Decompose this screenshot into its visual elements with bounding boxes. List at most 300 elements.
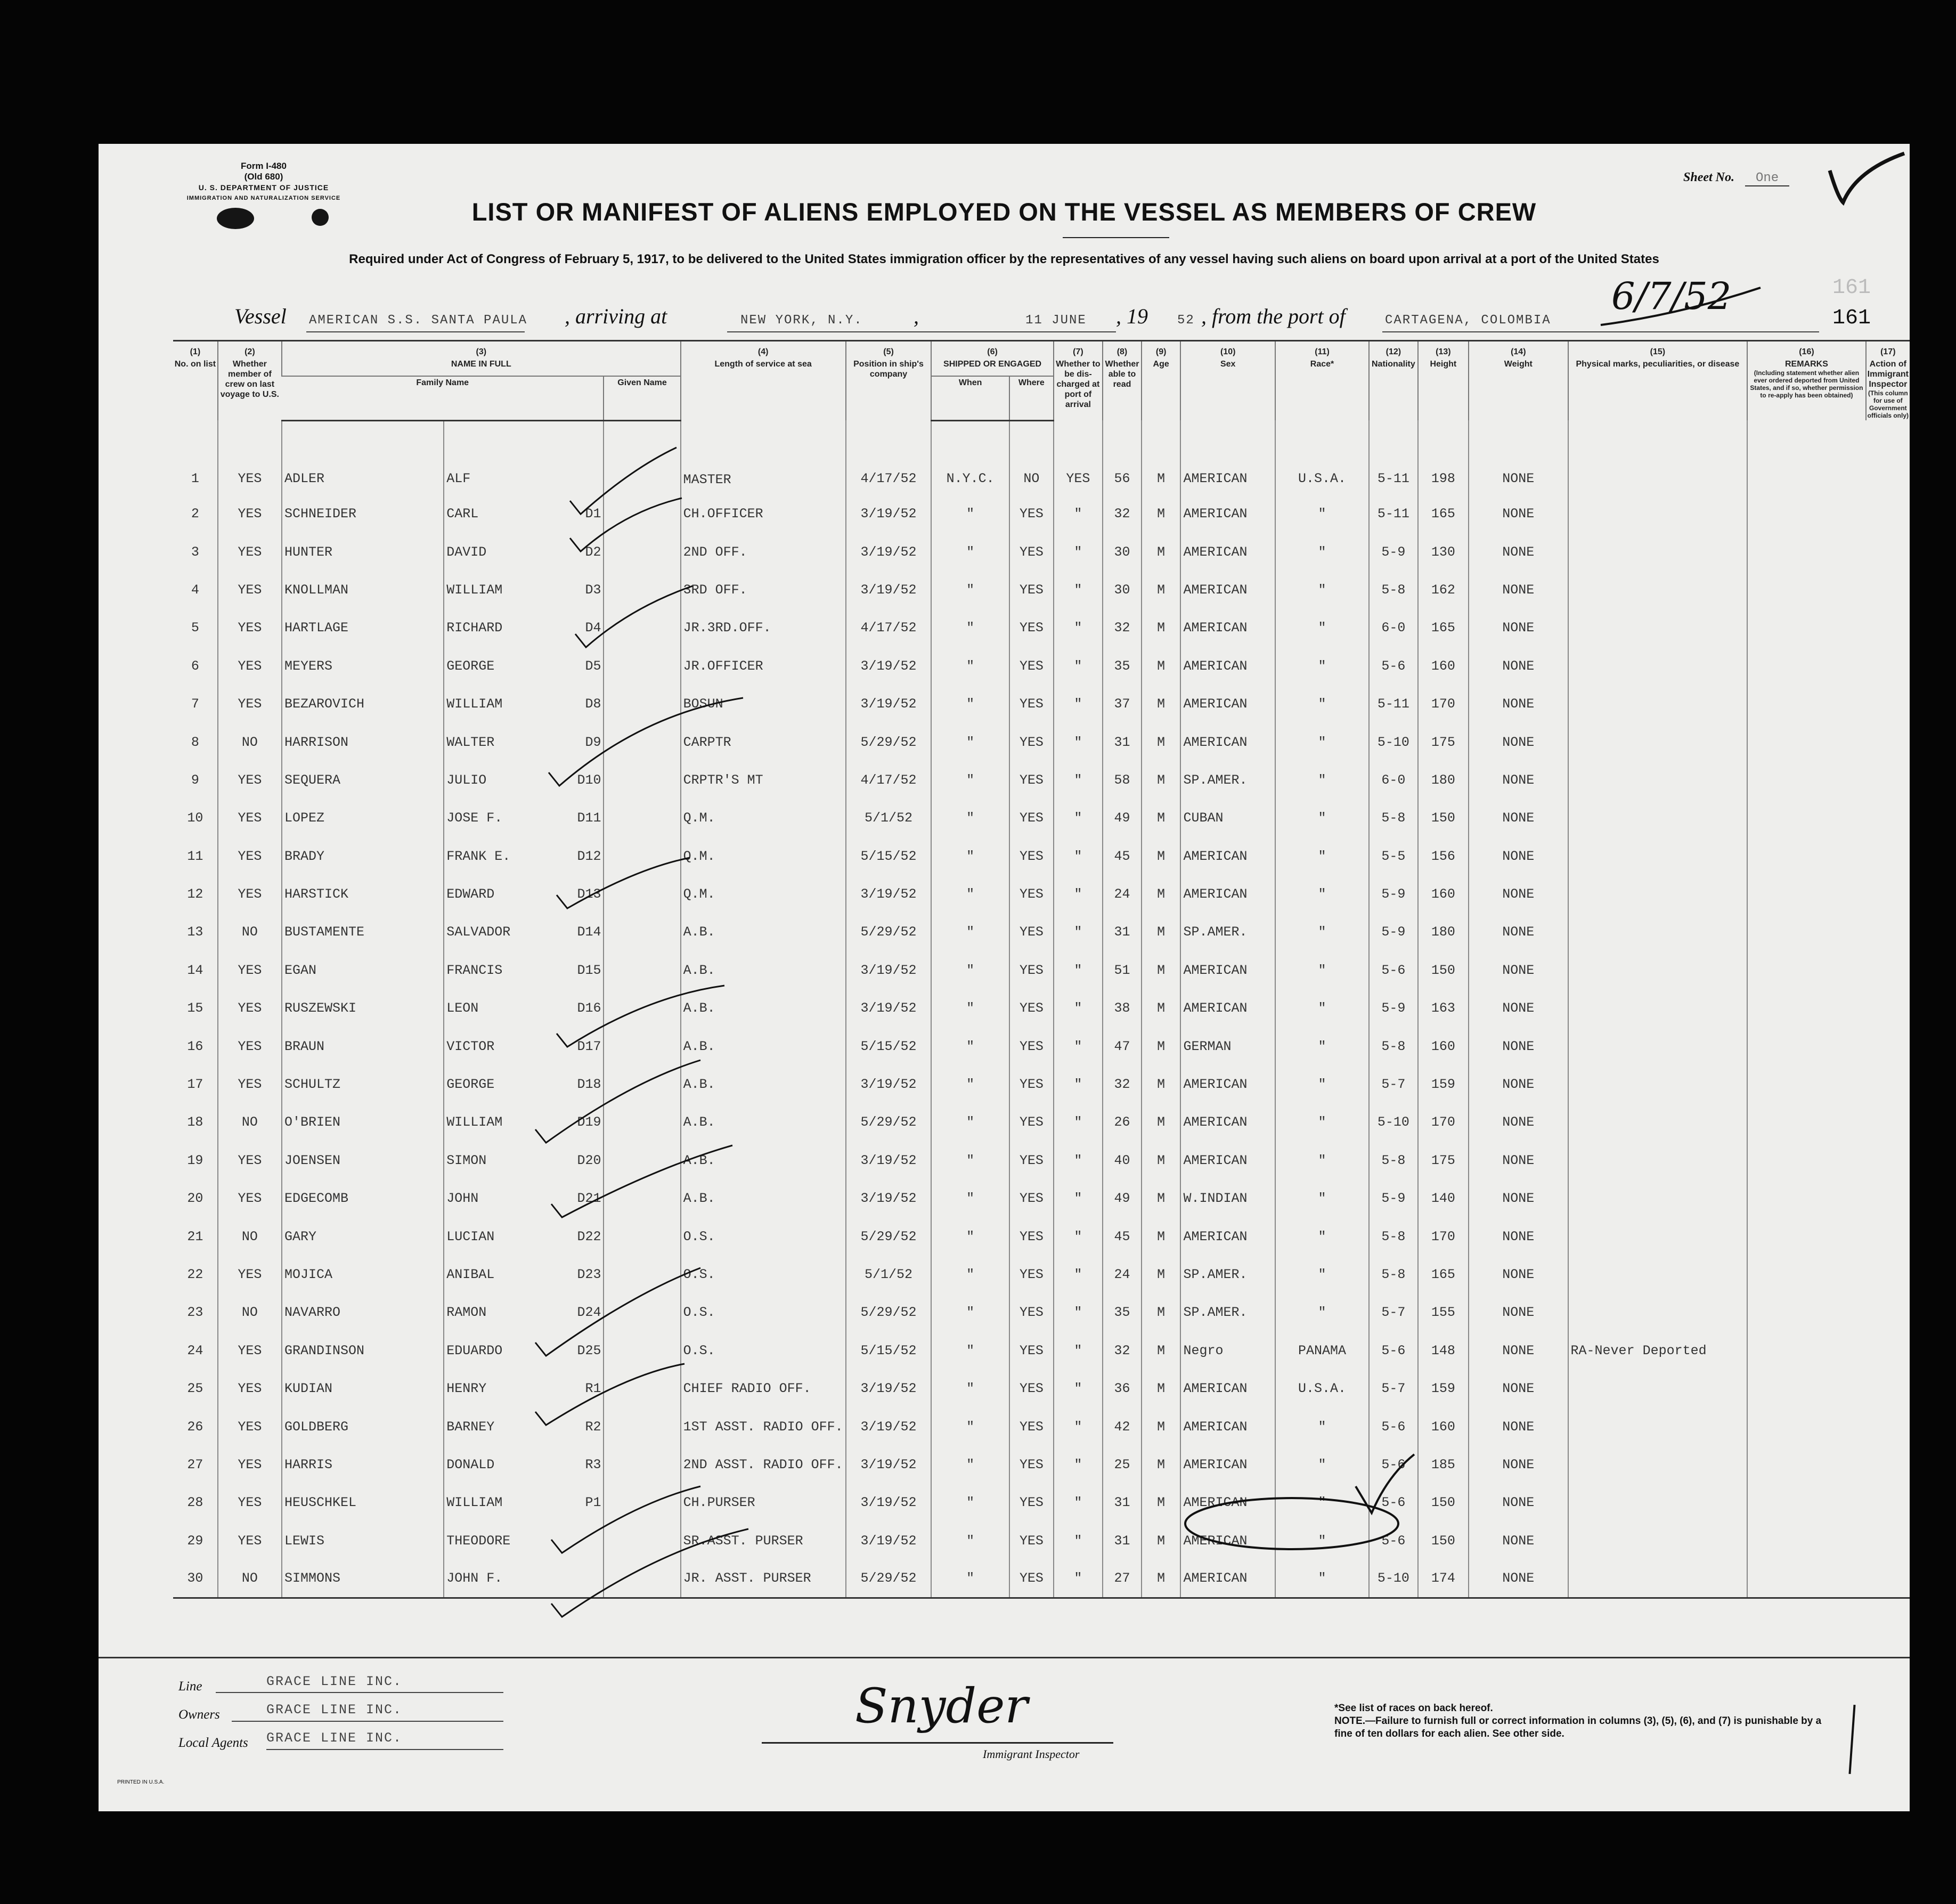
member-last-voyage: NO bbox=[218, 1293, 282, 1331]
shipped-when: 5/29/52 bbox=[846, 723, 932, 761]
physical-marks: NONE bbox=[1469, 609, 1568, 647]
crew-code: D13 bbox=[577, 886, 601, 902]
nationality: " bbox=[1275, 1065, 1369, 1103]
table-row bbox=[173, 1407, 1910, 1445]
height: 5-11 bbox=[1369, 495, 1418, 533]
row-number: 4 bbox=[191, 582, 199, 598]
crew-code: D21 bbox=[577, 1191, 601, 1207]
table-row bbox=[173, 875, 1910, 913]
height: 5-7 bbox=[1369, 1065, 1418, 1103]
header-height: Height bbox=[1418, 358, 1469, 420]
family-name: RUSZEWSKI bbox=[282, 989, 444, 1027]
given-name-text: ALF bbox=[446, 471, 471, 486]
shipped-when: 3/19/52 bbox=[846, 989, 932, 1027]
remarks bbox=[1568, 1407, 1748, 1445]
remarks bbox=[1568, 723, 1748, 761]
race: AMERICAN bbox=[1180, 495, 1275, 533]
table-row bbox=[173, 1217, 1910, 1255]
line-value: GRACE LINE INC. bbox=[266, 1674, 403, 1689]
family-name: LOPEZ bbox=[282, 799, 444, 837]
age: 36 bbox=[1103, 1370, 1142, 1407]
member-last-voyage: YES bbox=[218, 1522, 282, 1560]
crew-code: D9 bbox=[585, 734, 601, 750]
weight: 155 bbox=[1418, 1293, 1469, 1331]
race: W.INDIAN bbox=[1180, 1179, 1275, 1217]
length-of-service bbox=[604, 1065, 680, 1103]
shipped-when: 3/19/52 bbox=[846, 647, 932, 685]
age: 31 bbox=[1103, 723, 1142, 761]
physical-marks: NONE bbox=[1469, 951, 1568, 989]
member-last-voyage: YES bbox=[218, 1179, 282, 1217]
physical-marks: NONE bbox=[1469, 723, 1568, 761]
sheet-number bbox=[1683, 170, 1789, 185]
fill-rule bbox=[1382, 331, 1819, 332]
able-to-read: " bbox=[1054, 1522, 1103, 1560]
shipped-where: " bbox=[931, 495, 1009, 533]
col-num-4: (4) bbox=[681, 341, 846, 359]
position: CRPTR'S MT bbox=[681, 761, 846, 799]
sex: M bbox=[1142, 1256, 1181, 1293]
family-name: GARY bbox=[282, 1217, 444, 1255]
inspector-action bbox=[1747, 723, 1865, 761]
length-of-service bbox=[604, 913, 680, 951]
vessel-name: AMERICAN S.S. SANTA PAULA bbox=[309, 313, 528, 328]
col-num-7: (7) bbox=[1054, 341, 1103, 359]
given-name-text: CARL bbox=[446, 506, 479, 522]
nationality: " bbox=[1275, 1179, 1369, 1217]
crew-code: D3 bbox=[585, 582, 601, 598]
able-to-read: " bbox=[1054, 1027, 1103, 1065]
table-row bbox=[173, 1522, 1910, 1560]
physical-marks: NONE bbox=[1469, 875, 1568, 913]
weight: 185 bbox=[1418, 1446, 1469, 1484]
shipped-where: " bbox=[931, 1446, 1009, 1484]
family-name: ADLER bbox=[282, 420, 444, 495]
shipped-where: " bbox=[931, 837, 1009, 875]
shipped-when: 3/19/52 bbox=[846, 1484, 932, 1521]
note-races: *See list of races on back hereof. bbox=[1334, 1703, 1493, 1714]
position: CH.PURSER bbox=[681, 1484, 846, 1521]
sex: M bbox=[1142, 837, 1181, 875]
given-name-text: VICTOR bbox=[446, 1038, 495, 1054]
able-to-read: " bbox=[1054, 913, 1103, 951]
position: CH.OFFICER bbox=[681, 495, 846, 533]
height: 5-9 bbox=[1369, 1179, 1418, 1217]
race: AMERICAN bbox=[1180, 533, 1275, 571]
row-number: 25 bbox=[187, 1381, 203, 1397]
sex: M bbox=[1142, 799, 1181, 837]
given-name-text: JOHN F. bbox=[446, 1571, 503, 1586]
family-name: SCHNEIDER bbox=[282, 495, 444, 533]
race: AMERICAN bbox=[1180, 1065, 1275, 1103]
nationality: " bbox=[1275, 913, 1369, 951]
physical-marks: NONE bbox=[1469, 1065, 1568, 1103]
given-name-text: WILLIAM bbox=[446, 696, 503, 712]
header-weight: Weight bbox=[1469, 358, 1568, 420]
height: 5-6 bbox=[1369, 1522, 1418, 1560]
physical-marks: NONE bbox=[1469, 913, 1568, 951]
family-name: HEUSCHKEL bbox=[282, 1484, 444, 1521]
inspector-action bbox=[1747, 1522, 1865, 1560]
family-name: GRANDINSON bbox=[282, 1332, 444, 1370]
length-of-service bbox=[604, 1560, 680, 1598]
crew-code: R1 bbox=[585, 1381, 601, 1397]
to-be-discharged: YES bbox=[1009, 1332, 1054, 1370]
row-number: 10 bbox=[187, 810, 203, 826]
length-of-service bbox=[604, 609, 680, 647]
given-name-text: WILLIAM bbox=[446, 1495, 503, 1511]
nationality: " bbox=[1275, 723, 1369, 761]
shipped-where: " bbox=[931, 989, 1009, 1027]
age: 26 bbox=[1103, 1103, 1142, 1141]
row-number: 5 bbox=[191, 620, 199, 636]
family-name: HUNTER bbox=[282, 533, 444, 571]
row-number: 7 bbox=[191, 696, 199, 712]
shipped-when: 5/29/52 bbox=[846, 1103, 932, 1141]
shipped-when: 5/15/52 bbox=[846, 1027, 932, 1065]
race: AMERICAN bbox=[1180, 571, 1275, 609]
crew-code: D11 bbox=[577, 810, 601, 826]
header-where: Where bbox=[1009, 376, 1054, 420]
able-to-read: " bbox=[1054, 1103, 1103, 1141]
sex: M bbox=[1142, 685, 1181, 723]
sex: M bbox=[1142, 913, 1181, 951]
inspector-action bbox=[1747, 837, 1865, 875]
able-to-read: " bbox=[1054, 1179, 1103, 1217]
remarks bbox=[1568, 989, 1748, 1027]
to-be-discharged: YES bbox=[1009, 1142, 1054, 1179]
length-of-service bbox=[604, 1293, 680, 1331]
physical-marks: NONE bbox=[1469, 1027, 1568, 1065]
table-row bbox=[173, 685, 1910, 723]
race: CUBAN bbox=[1180, 799, 1275, 837]
length-of-service bbox=[604, 1103, 680, 1141]
length-of-service bbox=[604, 1027, 680, 1065]
length-of-service bbox=[604, 799, 680, 837]
remarks bbox=[1568, 951, 1748, 989]
shipped-where: " bbox=[931, 685, 1009, 723]
able-to-read: " bbox=[1054, 761, 1103, 799]
table-row bbox=[173, 799, 1910, 837]
physical-marks: NONE bbox=[1469, 571, 1568, 609]
inspector-action bbox=[1747, 1370, 1865, 1407]
to-be-discharged: YES bbox=[1009, 1217, 1054, 1255]
to-be-discharged: YES bbox=[1009, 1027, 1054, 1065]
length-of-service bbox=[604, 1522, 680, 1560]
member-last-voyage: YES bbox=[218, 420, 282, 495]
to-be-discharged: YES bbox=[1009, 1103, 1054, 1141]
family-name: BRAUN bbox=[282, 1027, 444, 1065]
col-num-10: (10) bbox=[1180, 341, 1275, 359]
physical-marks: NONE bbox=[1469, 1332, 1568, 1370]
shipped-when: 3/19/52 bbox=[846, 1142, 932, 1179]
shipped-when: 3/19/52 bbox=[846, 571, 932, 609]
physical-marks: NONE bbox=[1469, 1407, 1568, 1445]
position: O.S. bbox=[681, 1217, 846, 1255]
inspector-signature: Snyder bbox=[855, 1678, 1028, 1734]
weight: 148 bbox=[1418, 1332, 1469, 1370]
shipped-where: " bbox=[931, 609, 1009, 647]
remarks bbox=[1568, 1370, 1748, 1407]
position: A.B. bbox=[681, 1179, 846, 1217]
able-to-read: " bbox=[1054, 875, 1103, 913]
sex: M bbox=[1142, 1027, 1181, 1065]
sheet-number-label: Sheet No. bbox=[1683, 170, 1734, 184]
nationality: " bbox=[1275, 1446, 1369, 1484]
able-to-read: " bbox=[1054, 1293, 1103, 1331]
shipped-when: 5/29/52 bbox=[846, 913, 932, 951]
given-name-text: WILLIAM bbox=[446, 1114, 503, 1130]
to-be-discharged: YES bbox=[1009, 761, 1054, 799]
to-be-discharged: YES bbox=[1009, 685, 1054, 723]
age: 35 bbox=[1103, 647, 1142, 685]
page-number-ghost: 161 bbox=[1832, 276, 1871, 300]
to-be-discharged: NO bbox=[1009, 420, 1054, 495]
age: 27 bbox=[1103, 1560, 1142, 1598]
position: 2ND ASST. RADIO OFF. bbox=[681, 1446, 846, 1484]
position: 3RD OFF. bbox=[681, 571, 846, 609]
given-name bbox=[444, 1407, 604, 1445]
shipped-when: 5/29/52 bbox=[846, 1217, 932, 1255]
weight: 180 bbox=[1418, 761, 1469, 799]
weight: 170 bbox=[1418, 1103, 1469, 1141]
col-num-11: (11) bbox=[1275, 341, 1369, 359]
race: AMERICAN bbox=[1180, 1522, 1275, 1560]
length-of-service bbox=[604, 761, 680, 799]
shipped-where: " bbox=[931, 1065, 1009, 1103]
sex: M bbox=[1142, 1446, 1181, 1484]
physical-marks: NONE bbox=[1469, 1370, 1568, 1407]
header-given-name: Given Name bbox=[604, 376, 680, 420]
position: A.B. bbox=[681, 989, 846, 1027]
family-name: HARRISON bbox=[282, 723, 444, 761]
age: 49 bbox=[1103, 1179, 1142, 1217]
height: 5-7 bbox=[1369, 1293, 1418, 1331]
row-number: 18 bbox=[187, 1114, 203, 1130]
remarks bbox=[1568, 913, 1748, 951]
age: 40 bbox=[1103, 1142, 1142, 1179]
able-to-read: " bbox=[1054, 1065, 1103, 1103]
remarks bbox=[1568, 533, 1748, 571]
inspector-action bbox=[1747, 571, 1865, 609]
table-row bbox=[173, 420, 1910, 495]
inspector-action bbox=[1747, 1407, 1865, 1445]
nationality: " bbox=[1275, 989, 1369, 1027]
member-last-voyage: YES bbox=[218, 989, 282, 1027]
shipped-when: 3/19/52 bbox=[846, 685, 932, 723]
sex: M bbox=[1142, 1217, 1181, 1255]
title-rule bbox=[1063, 237, 1169, 238]
given-name bbox=[444, 1484, 604, 1521]
age: 25 bbox=[1103, 1446, 1142, 1484]
age: 30 bbox=[1103, 533, 1142, 571]
family-name: MEYERS bbox=[282, 647, 444, 685]
inspector-action bbox=[1747, 799, 1865, 837]
row-number: 29 bbox=[187, 1533, 203, 1549]
sex: M bbox=[1142, 723, 1181, 761]
member-last-voyage: NO bbox=[218, 723, 282, 761]
remarks bbox=[1568, 1560, 1748, 1598]
able-to-read: " bbox=[1054, 1332, 1103, 1370]
sex: M bbox=[1142, 875, 1181, 913]
length-of-service bbox=[604, 951, 680, 989]
age: 37 bbox=[1103, 685, 1142, 723]
inspector-action bbox=[1747, 1027, 1865, 1065]
length-of-service bbox=[604, 1407, 680, 1445]
height: 5-8 bbox=[1369, 1027, 1418, 1065]
member-last-voyage: YES bbox=[218, 875, 282, 913]
given-name bbox=[444, 533, 604, 571]
arriving-label: , arriving at bbox=[565, 304, 667, 328]
race: AMERICAN bbox=[1180, 1446, 1275, 1484]
shipped-where: " bbox=[931, 1522, 1009, 1560]
shipped-where: " bbox=[931, 723, 1009, 761]
shipped-when: 4/17/52 bbox=[846, 420, 932, 495]
remarks bbox=[1568, 1217, 1748, 1255]
length-of-service bbox=[604, 837, 680, 875]
able-to-read: " bbox=[1054, 533, 1103, 571]
shipped-when: 3/19/52 bbox=[846, 1446, 932, 1484]
to-be-discharged: YES bbox=[1009, 1484, 1054, 1521]
remarks bbox=[1568, 799, 1748, 837]
position: CHIEF RADIO OFF. bbox=[681, 1370, 846, 1407]
shipped-where: " bbox=[931, 1370, 1009, 1407]
to-be-discharged: YES bbox=[1009, 837, 1054, 875]
col-num-8: (8) bbox=[1103, 341, 1142, 359]
col-num-16: (16) bbox=[1747, 341, 1865, 359]
member-last-voyage: NO bbox=[218, 1103, 282, 1141]
family-name: EDGECOMB bbox=[282, 1179, 444, 1217]
table-row bbox=[173, 495, 1910, 533]
able-to-read: " bbox=[1054, 1484, 1103, 1521]
to-be-discharged: YES bbox=[1009, 913, 1054, 951]
to-be-discharged: YES bbox=[1009, 1560, 1054, 1598]
footer-notes bbox=[1334, 1702, 1824, 1740]
header-position: Position in ship's company bbox=[846, 358, 932, 420]
length-of-service bbox=[604, 1217, 680, 1255]
given-name-text: FRANCIS bbox=[446, 962, 503, 978]
fill-rule bbox=[232, 1721, 503, 1722]
given-name bbox=[444, 685, 604, 723]
shipped-where: " bbox=[931, 647, 1009, 685]
header-remarks-title: REMARKS bbox=[1785, 360, 1828, 369]
given-name bbox=[444, 913, 604, 951]
to-be-discharged: YES bbox=[1009, 495, 1054, 533]
pen-stroke bbox=[1848, 1705, 1855, 1774]
shipped-when: 3/19/52 bbox=[846, 533, 932, 571]
shipped-when: 5/1/52 bbox=[846, 1256, 932, 1293]
height: 5-8 bbox=[1369, 1142, 1418, 1179]
row-number: 8 bbox=[191, 734, 199, 750]
given-name bbox=[444, 495, 604, 533]
given-name bbox=[444, 1446, 604, 1484]
age: 32 bbox=[1103, 609, 1142, 647]
crew-code: D1 bbox=[585, 506, 601, 522]
weight: 180 bbox=[1418, 913, 1469, 951]
able-to-read: " bbox=[1054, 1560, 1103, 1598]
age: 42 bbox=[1103, 1407, 1142, 1445]
table-row bbox=[173, 951, 1910, 989]
to-be-discharged: YES bbox=[1009, 989, 1054, 1027]
form-number: Form I-480 bbox=[241, 161, 287, 171]
sex: M bbox=[1142, 1522, 1181, 1560]
remarks bbox=[1568, 1293, 1748, 1331]
nationality: " bbox=[1275, 799, 1369, 837]
row-number: 3 bbox=[191, 544, 199, 560]
height: 5-6 bbox=[1369, 951, 1418, 989]
age: 47 bbox=[1103, 1027, 1142, 1065]
weight: 150 bbox=[1418, 1522, 1469, 1560]
table-row bbox=[173, 761, 1910, 799]
given-name-text: DONALD bbox=[446, 1457, 495, 1472]
to-be-discharged: YES bbox=[1009, 1256, 1054, 1293]
shipped-where: " bbox=[931, 1027, 1009, 1065]
race: Negro bbox=[1180, 1332, 1275, 1370]
race: AMERICAN bbox=[1180, 1560, 1275, 1598]
shipped-when: 3/19/52 bbox=[846, 495, 932, 533]
to-be-discharged: YES bbox=[1009, 951, 1054, 989]
member-last-voyage: YES bbox=[218, 761, 282, 799]
given-name-text: EDWARD bbox=[446, 886, 495, 902]
nationality: " bbox=[1275, 1560, 1369, 1598]
nationality: U.S.A. bbox=[1275, 1370, 1369, 1407]
page-number: 161 bbox=[1832, 306, 1871, 330]
header-name-in-full: NAME IN FULL bbox=[282, 358, 681, 376]
row-number: 21 bbox=[187, 1228, 203, 1244]
table-row bbox=[173, 647, 1910, 685]
able-to-read: YES bbox=[1054, 420, 1103, 495]
table-row bbox=[173, 1142, 1910, 1179]
family-name: JOENSEN bbox=[282, 1142, 444, 1179]
crew-code: D17 bbox=[577, 1038, 601, 1054]
shipped-when: 3/19/52 bbox=[846, 875, 932, 913]
table-row bbox=[173, 989, 1910, 1027]
header-member-last-voyage: Whether member of crew on last voyage to U.S. bbox=[218, 358, 282, 420]
to-be-discharged: YES bbox=[1009, 799, 1054, 837]
position: Q.M. bbox=[681, 799, 846, 837]
weight: 174 bbox=[1418, 1560, 1469, 1598]
fill-rule bbox=[266, 1749, 503, 1750]
height: 5-11 bbox=[1369, 420, 1418, 495]
document-subtitle: Required under Act of Congress of February 5, 1917, to be delivered to the United States immigration officer by the representatives of any vessel having such aliens on board upon arrival at a port of the United States bbox=[349, 252, 1659, 266]
fill-rule bbox=[930, 331, 1116, 332]
member-last-voyage: NO bbox=[218, 1217, 282, 1255]
able-to-read: " bbox=[1054, 571, 1103, 609]
length-of-service bbox=[604, 875, 680, 913]
service-name: IMMIGRATION AND NATURALIZATION SERVICE bbox=[186, 195, 341, 201]
given-name-text: RICHARD bbox=[446, 620, 503, 636]
weight: 150 bbox=[1418, 799, 1469, 837]
shipped-where: " bbox=[931, 951, 1009, 989]
race: SP.AMER. bbox=[1180, 761, 1275, 799]
sex: M bbox=[1142, 420, 1181, 495]
race: AMERICAN bbox=[1180, 609, 1275, 647]
crew-code: D25 bbox=[577, 1342, 601, 1358]
row-number: 30 bbox=[187, 1571, 203, 1586]
local-agents-label: Local Agents bbox=[178, 1736, 248, 1750]
given-name bbox=[444, 571, 604, 609]
form-old-number: (Old 680) bbox=[244, 172, 283, 182]
family-name: BRADY bbox=[282, 837, 444, 875]
member-last-voyage: YES bbox=[218, 1407, 282, 1445]
crew-manifest-table bbox=[173, 340, 1910, 1599]
weight: 175 bbox=[1418, 1142, 1469, 1179]
shipped-when: 3/19/52 bbox=[846, 1522, 932, 1560]
inspector-action bbox=[1747, 951, 1865, 989]
remarks bbox=[1568, 761, 1748, 799]
position: 2ND OFF. bbox=[681, 533, 846, 571]
row-number: 9 bbox=[191, 772, 199, 788]
